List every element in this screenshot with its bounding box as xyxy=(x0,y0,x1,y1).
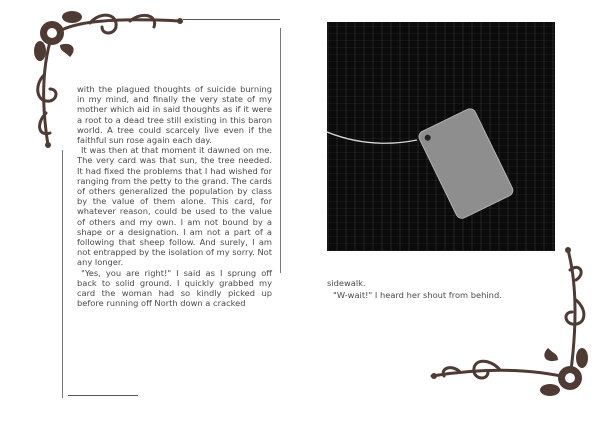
paragraph: "W-wait!" I heard her shout from behind. xyxy=(333,290,502,300)
paragraph: with the plagued thoughts of suicide burning in my mind, and finally the very state of my mother which aid in said thoughts as if it were a root to a dead tree still existing in this baron world. A tree could scarcely live even if the faithful sun rose again each day. xyxy=(77,84,272,146)
paragraph: sidewalk. xyxy=(327,278,366,288)
hanging-card-icon xyxy=(327,22,555,251)
left-page-text xyxy=(77,84,272,308)
bottom-rule xyxy=(68,395,138,396)
top-rule xyxy=(183,19,280,20)
card-photo xyxy=(327,22,555,251)
bottom-right-flourish-icon xyxy=(430,240,590,400)
paragraph: "Yes, you are right!" I said as I sprung off back to solid ground. I quickly grabbed my card the woman had so kindly picked up before running off North down a cracked xyxy=(77,267,272,309)
paragraph: It was then at that moment it dawned on me. The very card was that sun, the tree needed. It had fixed the problems that I had wished for ranging from the petty to the grand. The cards of others generalized the population by class by the value of them alone. This card, for whatever reason, could be used to the value of others and my own. I am not bound by a shape or a designation. I am not a part of a following that sheep follow. And surely, I am not entrapped by the isolation of my sorry. Not any longer. xyxy=(77,145,272,268)
right-column-rule xyxy=(280,28,281,273)
left-column-rule xyxy=(62,150,63,398)
